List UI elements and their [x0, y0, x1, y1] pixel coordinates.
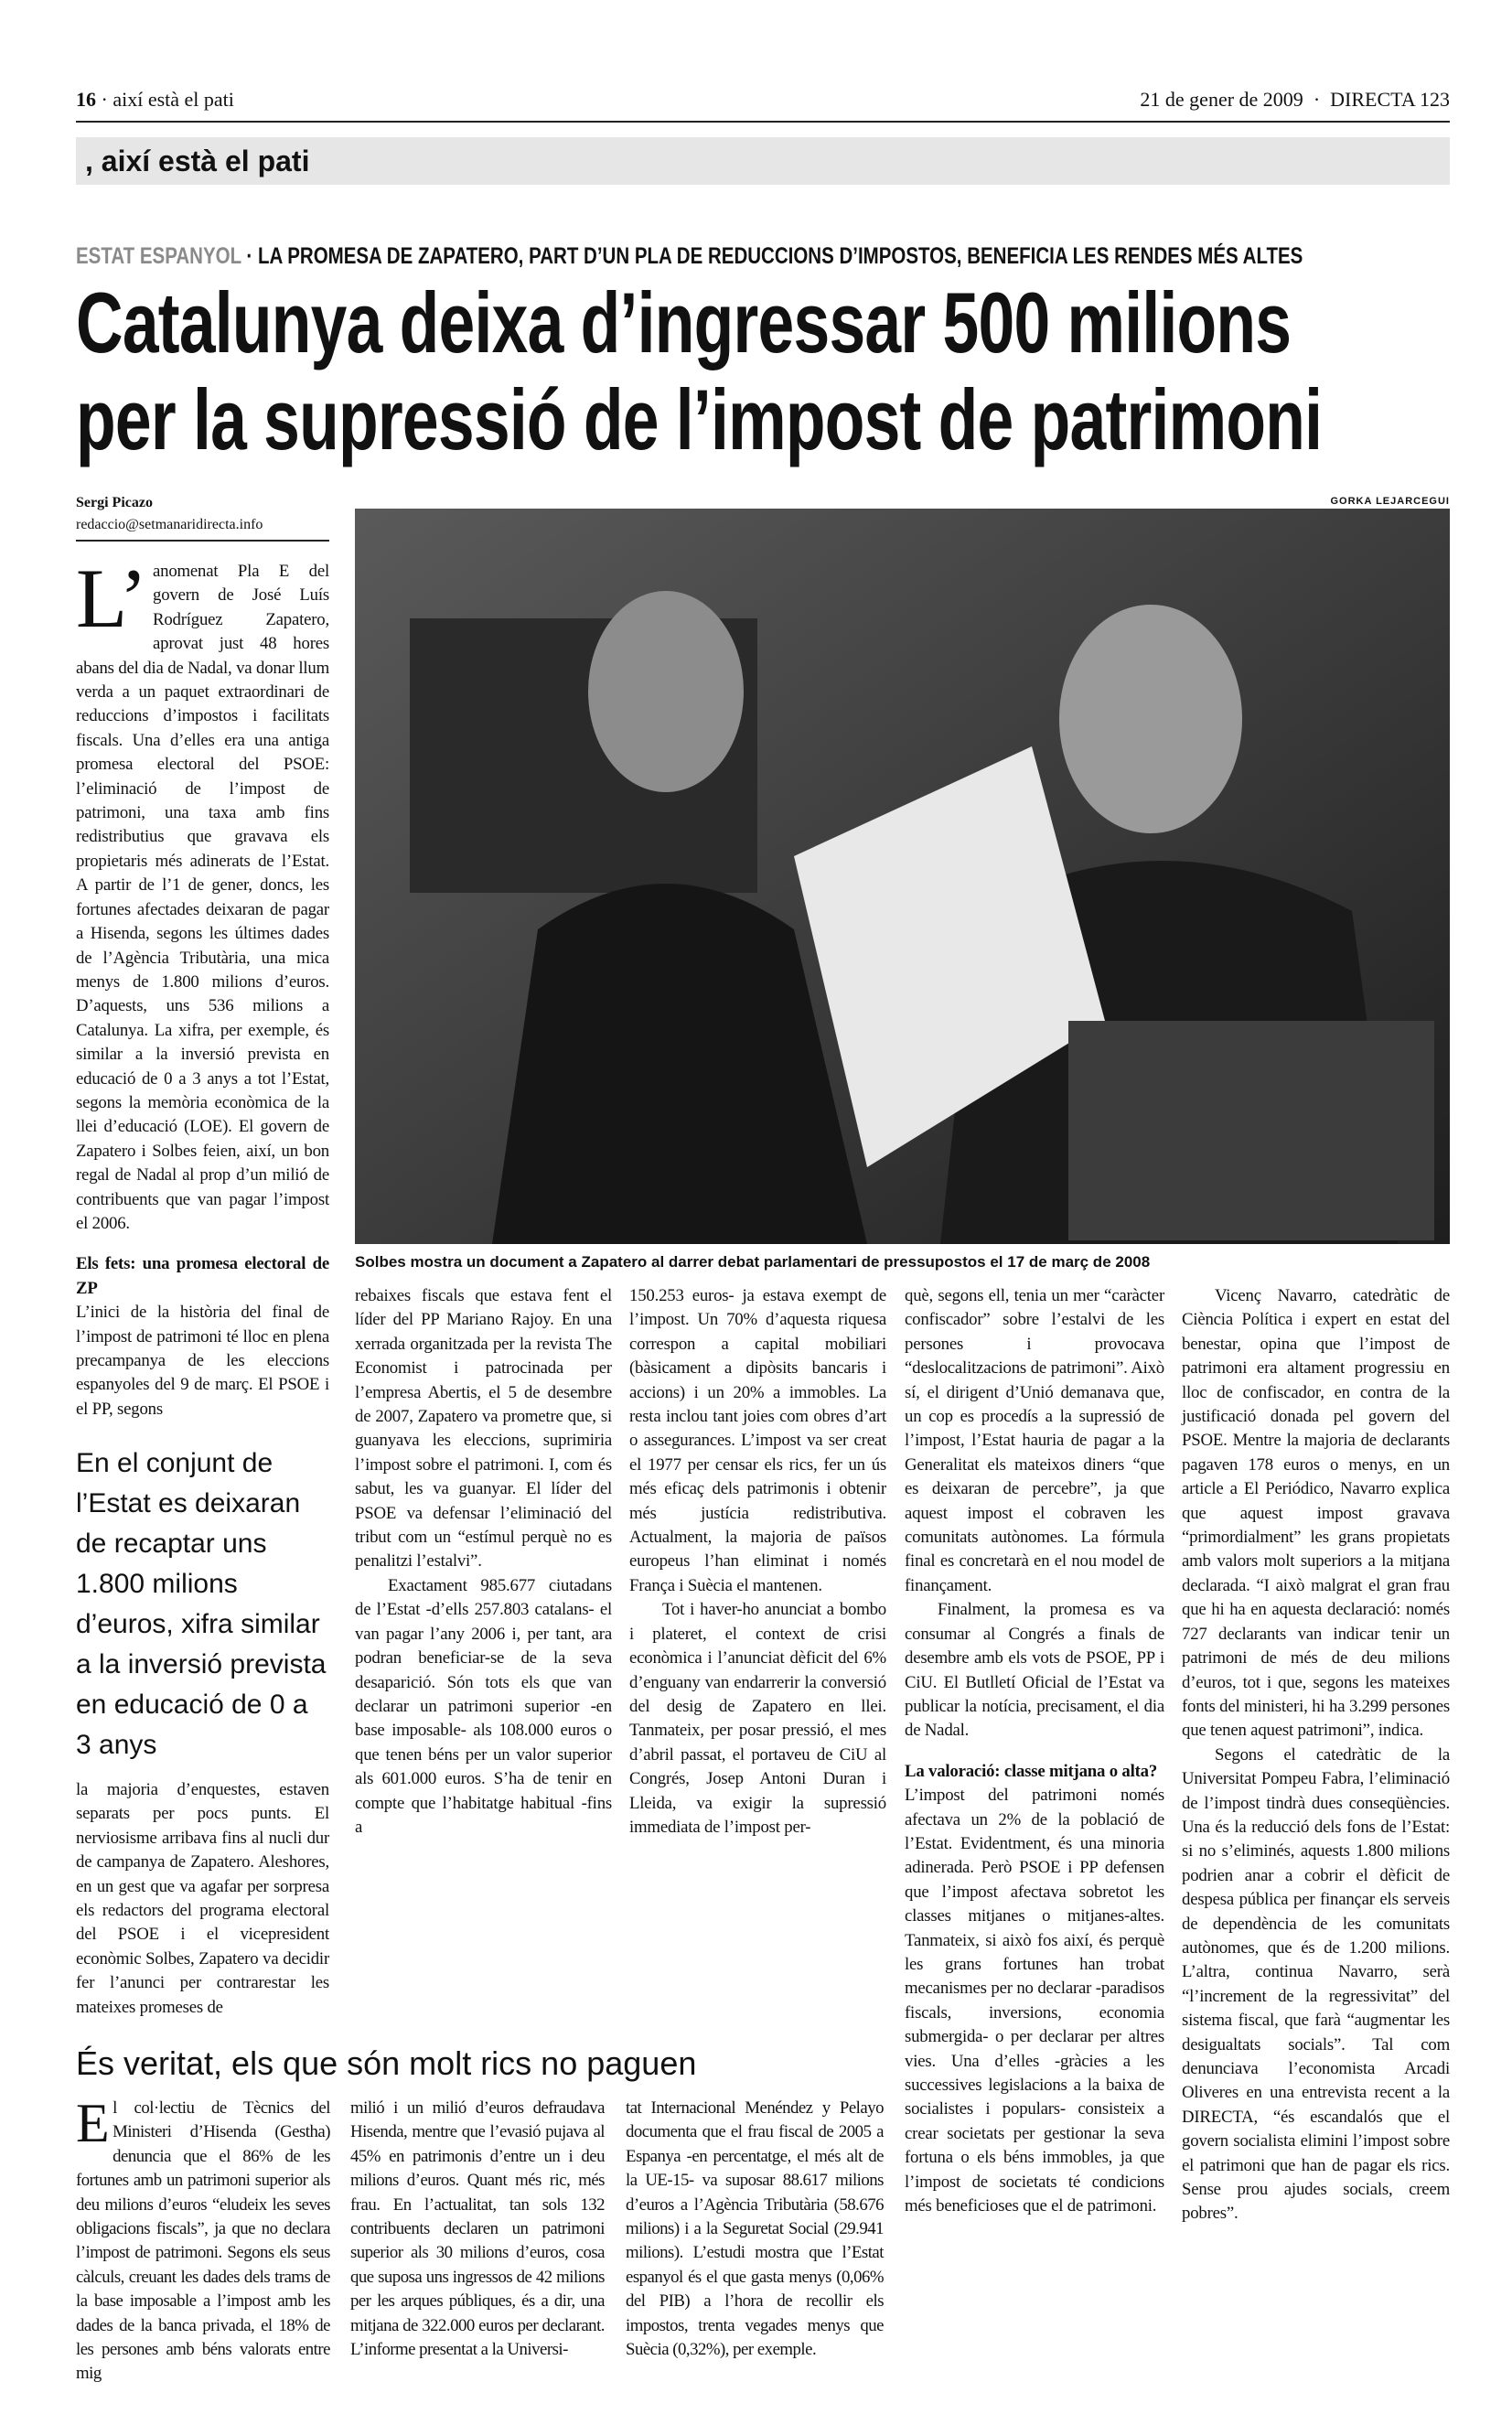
paragraph: Exactament 985.677 ciutadans de l’Estat -d’ells 257.803 catalans- el van pagar l’any 2006 i, per tant, ara podran beneficiar-se de la seva desaparició. Són tots els que van declarar un patrimoni superior -en base imposable- als 108.000 euros o que tenen béns per un valor superior als 601.000 euros. S’ha de tenir en compte que l’habitatge habitual -fins a: [355, 1575, 612, 1837]
folio-section: · així està el pati: [101, 88, 234, 111]
pull-quote: En el conjunt de l’Estat es deixaran de recaptar uns 1.800 milions d’euros, xifra similar a la inversió prevista en educació de 0 a 3 anys: [76, 1448, 327, 1760]
paragraph: rebaixes fiscals que estava fent el líder del PP Mariano Rajoy. En una xerrada organitzada per la revista The Economist i patrocinada per l’empresa Abertis, el 5 de desembre de 2007, Zapatero va prometre que, si guanyava les eleccions, suprimiria l’impost sobre el patrimoni. I, com és sabut, les va guanyar. El líder del PSOE va defensar l’eliminació del tribut com un “estímul perquè no es penalitzi l’estalvi”.: [355, 1286, 612, 1572]
author-email[interactable]: redaccio@setmanaridirecta.info: [76, 517, 263, 532]
paragraph: la majoria d’enquestes, estaven separats per pocs punts. El nerviosisme arribava fins al nucli dur de campanya de Zapatero. Aleshores, en un gest que va agafar per sorpresa els redactors del programa electoral del PSOE i el vicepresident econòmic Solbes, Zapatero va decidir fer l’anunci per contrarestar les mateixes promeses de: [76, 1780, 329, 2017]
paragraph: 150.253 euros- ja estava exempt de l’impost. Un 70% d’aquesta riquesa correspon a capital mobiliari (bàsicament a dipòsits bancaris i accions) i un 20% a immobles. La resta inclou tant joies com obres d’art o assegurances. L’impost va ser creat el 1977 per censar els rics, fer un ús més eficaç dels patrimonis i obtenir més justícia redistributiva. Actualment, la majoria de països europeus l’han eliminat i només França i Suècia el mantenen.: [629, 1286, 886, 1595]
page-folio: [76, 88, 234, 112]
sidebar-column-3: tat Internacional Menéndez y Pelayo documenta que el frau fiscal de 2005 a Espanya -en percentatge, el més alt de la UE-15- va suposar 88.617 milions d’euros a l’Agència Tributària (58.676 milions) i a la Seguretat Social (29.941 milions). L’estudi mostra que l’Estat espanyol és el que gasta menys (0,06% del PIB) a l’hora de recollir els impostos, trenta vegades menys que Suècia (0,32%), per exemple.: [626, 2098, 884, 2360]
article-column-5: [1182, 1284, 1450, 2226]
paragraph: L’inici de la història del final de l’impost de patrimoni té lloc en plena precampanya de les eleccions espanyoles del 9 de març. El PSOE i el PP, segons: [76, 1303, 329, 1419]
article-column-1-continued: [76, 1778, 329, 2020]
sidebar-text: l col·lectiu de Tècnics del Ministeri d’Hisenda (Gestha) denuncia que el 86% de les fortunes amb un patrimoni superior als deu milions d’euros “eludeix les seves obligacions fiscals”, ja que no declara l’impost de patrimoni. Segons els seus càlculs, creuant les dades dels trams de la base imposable a l’impost amb les dades de la banca privada, el 18% de les persones amb béns valorats entre mig: [76, 2098, 330, 2384]
paragraph: L’impost del patrimoni només afectava un 2% de la població de l’Estat. Evidentment, és una minoria adinerada. Però PSOE i PP defensen que l’impost afectava sobretot les classes mitjanes o mitjanes-altes. Tanmateix, si això fos així, és perquè les grans fortunes han trobat mecanismes per no declarar -paradisos fiscals, inversions, economia submergida- o per declarar per altres vies. Una d’elles -gràcies a les successives legislacions a la baixa de socialistes i populars- consisteix a crear societats per gestionar la seva fortuna o els béns immobles, ja que l’impost de societats té condicions més beneficioses que el de patrimoni.: [905, 1786, 1164, 2216]
sidebar-column-2: milió i un milió d’euros defraudava Hisenda, mentre que l’evasió pujava al 45% en patrimonis d’entre un i deu milions d’euros. Quant més ric, més frau. En l’actualitat, tan sols 132 contribuents declaren un patrimoni superior als 30 milions d’euros, cosa que suposa uns ingressos de 42 milions per les arques públiques, és a dir, una mitjana de 322.000 euros per declarant. L’informe presentat a la Universi-: [350, 2098, 605, 2360]
sidebar-title: És veritat, els que són molt rics no paguen: [76, 2044, 697, 2082]
photo-credit: GORKA LEJARCEGUI: [1330, 496, 1450, 507]
subhead: La valoració: classe mitjana o alta?: [905, 1761, 1158, 1781]
photo-image: [355, 509, 1450, 1244]
paragraph: [76, 552, 329, 1236]
news-photo: [355, 509, 1450, 1244]
article-column-1: [76, 552, 329, 1422]
publication-name: DIRECTA 123: [1330, 88, 1450, 111]
separator: ·: [1313, 88, 1321, 111]
issue-info: [1140, 88, 1450, 112]
paragraph: Vicenç Navarro, catedràtic de Ciència Política i expert en estat del benestar, opina que l’impost de patrimoni era altament progressiu en lloc de confiscador, en contra de la justificació donada pel govern del PSOE. Mentre la majoria de declarants pagaven 178 euros o menys, en un article a El Periódico, Navarro explica que aquest impost gravava “primordialment” les grans propietats amb valors molt superiors a la mitjana declarada. “I això malgrat el gran frau que hi ha en aquesta declaració: només 727 declarants van indicar tenir un patrimoni de més de deu milions d’euros, tot i que, segons les mateixes fonts del ministeri, hi ha 3.299 persones que tenen aquest patrimoni”, indica.: [1182, 1286, 1450, 1741]
kicker: [76, 243, 1303, 270]
kicker-topic: ESTAT ESPANYOL: [76, 243, 241, 269]
page-number: 16: [76, 88, 96, 111]
drop-cap: E: [76, 2093, 110, 2153]
headline-line-1: Catalunya deixa d’ingressar 500 milions: [76, 274, 1292, 370]
subhead: Els fets: una promesa electoral de ZP: [76, 1254, 329, 1298]
photo-caption: Solbes mostra un document a Zapatero al darrer debat parlamentari de pressupostos el 17 de març de 2008: [355, 1253, 1151, 1271]
article-column-3: [629, 1284, 886, 1840]
headline-line-2: per la supressió de l’impost de patrimoni: [76, 371, 1323, 467]
paragraph: Tot i haver-ho anunciat a bombo i plateret, el context de crisi econòmica i l’anunciat dèficit del 6% d’enguany van endarrerir la conversió del desig de Zapatero en llei. Tanmateix, per posar pressió, el mes d’abril passat, el portaveu de CiU al Congrés, Josep Antoni Duran i Lleida, va exigir la supressió immediata de l’impost per-: [629, 1600, 886, 1837]
paragraph: Finalment, la promesa es va consumar al Congrés a finals de desembre amb els vots de PSOE, PP i CiU. El Butlletí Oficial de l’Estat va publicar la notícia, precisament, el dia de Nadal.: [905, 1600, 1164, 1741]
sidebar-column-1: [76, 2093, 330, 2387]
article-column-4: [905, 1284, 1164, 2218]
paragraph: Segons el catedràtic de la Universitat Pompeu Fabra, l’eliminació de l’impost tindrà dues conseqüències. Una és la reducció dels fons de l’Estat: si no s’eliminés, aquests 1.800 milions podrien anar a cobrir el dèficit de despesa pública per finançar els serveis de dependència de les comunitats autònomes, que és de 1.200 milions. L’altra, continua Navarro, serà “l’increment de la regressivitat” del sistema fiscal, que farà “augmentar les desigualtats socials”. Tal com denunciava l’economista Arcadi Oliveres en una entrevista recent a la DIRECTA, “és escandalós que el govern socialista elimini l’impost sobre el patrimoni que han de pagar els rics. Sense prou ajudes socials, creem pobres”.: [1182, 1744, 1450, 2224]
section-title: , així està el pati: [85, 145, 310, 177]
article-column-2: [355, 1284, 612, 1840]
drop-cap: L’: [76, 552, 147, 645]
header-rule: [76, 121, 1450, 123]
byline: [76, 492, 329, 542]
issue-date: 21 de gener de 2009: [1140, 88, 1303, 111]
headline: [76, 274, 1322, 468]
paragraph: què, segons ell, tenia un mer “caràcter confiscador” sobre l’estalvi de les persones i provocava “deslocalitzacions de patrimoni”. Això sí, el dirigent d’Unió demanava que, un cop es procedís a la supressió de l’impost, l’Estat hauria de pagar a la Generalitat els mateixos diners “que es deixaran de percebre”, ja que aquest impost el cobraven les comunitats autònomes. La fórmula final es concretarà en el nou model de finançament.: [905, 1286, 1164, 1595]
paragraph-text: anomenat Pla E del govern de José Luís Rodríguez Zapatero, aprovat just 48 hores abans del dia de Nadal, va donar llum verda a un paquet extraordinari de reduccions d’impostos i facilitats fiscals. Una d’elles era una antiga promesa electoral del PSOE: l’eliminació de l’impost de patrimoni, una taxa amb fins redistributius que gravava els propietaris més adinerats de l’Estat. A partir de l’1 de gener, doncs, les fortunes afectades deixaran de pagar a Hisenda, segons les últimes dades de l’Agència Tributària, una mica menys de 1.800 milions d’euros. D’aquests, uns 536 milions a Catalunya. La xifra, per exemple, és similar a la inversió prevista en educació de 0 a 3 anys a tot l’Estat, segons la memòria econòmica de la llei d’educació (LOE). El govern de Zapatero i Solbes feien, així, un bon regal de Nadal al prop d’un milió de contribuents que van pagar l’impost el 2006.: [76, 562, 329, 1233]
section-bar: [76, 137, 1450, 185]
kicker-text: · LA PROMESA DE ZAPATERO, PART D’UN PLA DE REDUCCIONS D’IMPOSTOS, BENEFICIA LES RENDES MÉS ALTES: [241, 243, 1303, 269]
author: Sergi Picazo: [76, 495, 153, 510]
